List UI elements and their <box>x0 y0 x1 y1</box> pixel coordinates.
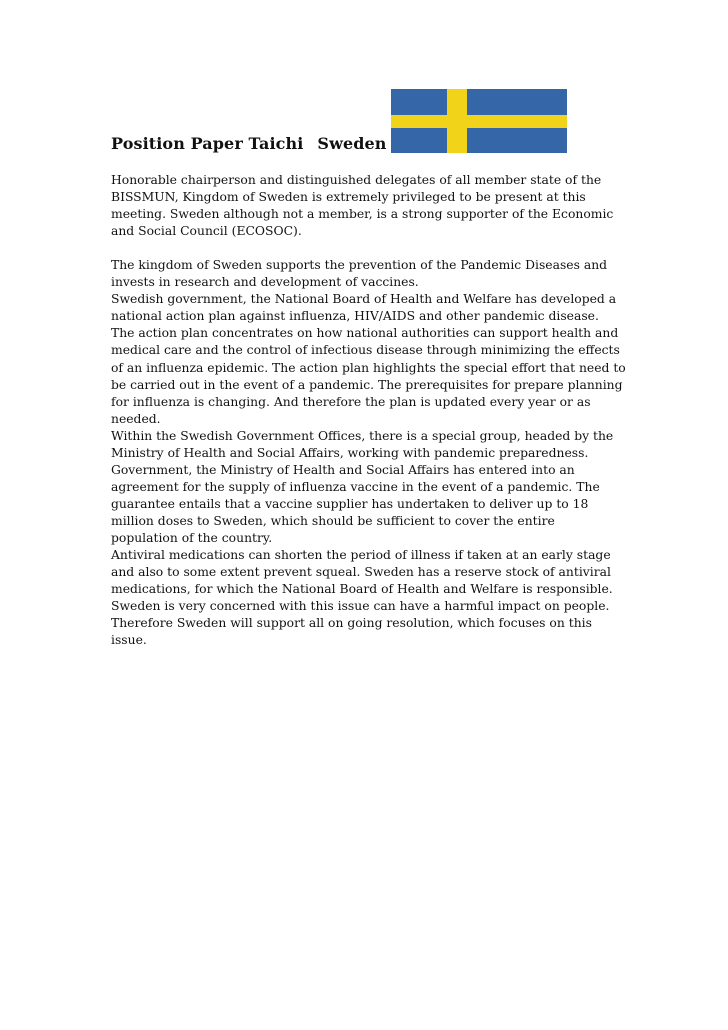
page-title <box>111 134 387 153</box>
text-line: and Social Council (ECOSOC). <box>111 224 302 239</box>
text-line: Honorable chairperson and distinguished delegates of all member state of the <box>111 173 602 187</box>
text-line: meeting. Sweden although not a member, is a strong supporter of the Economic <box>111 207 614 222</box>
text-line: national action plan against influenza, HIV/AIDS and other pandemic disease. <box>111 309 599 324</box>
paragraph-intro <box>111 172 631 240</box>
paragraph-main <box>111 257 631 649</box>
title-country: Sweden <box>317 134 387 153</box>
text-line: guarantee entails that a vaccine supplier has undertaken to deliver up to 18 <box>111 496 589 511</box>
text-line: The action plan concentrates on how national authorities can support health and <box>111 326 619 341</box>
text-line: Therefore Sweden will support all on going resolution, which focuses on this <box>111 616 592 631</box>
flag-cross-horizontal <box>391 115 567 128</box>
paragraph-spacer <box>111 240 631 257</box>
flag-graphic <box>391 89 567 153</box>
text-line: million doses to Sweden, which should be sufficient to cover the entire <box>111 513 555 528</box>
text-line: agreement for the supply of influenza vaccine in the event of a pandemic. The <box>111 479 600 494</box>
text-line: Ministry of Health and Social Affairs, working with pandemic preparedness. <box>111 445 589 460</box>
text-line: of an influenza epidemic. The action plan highlights the special effort that need to <box>111 360 626 375</box>
text-line: issue. <box>111 633 147 648</box>
text-line: medications, for which the National Board of Health and Welfare is responsible. <box>111 582 613 597</box>
text-line: invests in research and development of vaccines. <box>111 275 419 290</box>
text-line: Within the Swedish Government Offices, there is a special group, headed by the <box>111 428 614 443</box>
sweden-flag-image <box>391 89 567 153</box>
text-line: Swedish government, the National Board of Health and Welfare has developed a <box>111 292 617 307</box>
text-line: for influenza is changing. And therefore the plan is updated every year or as <box>111 394 591 409</box>
text-line: Government, the Ministry of Health and Social Affairs has entered into an <box>111 462 575 477</box>
text-line: BISSMUN, Kingdom of Sweden is extremely privileged to be present at this <box>111 190 586 205</box>
text-line: medical care and the control of infectious disease through minimizing the effects <box>111 343 620 358</box>
text-line: Sweden is very concerned with this issue can have a harmful impact on people. <box>111 599 610 614</box>
text-line: population of the country. <box>111 530 273 545</box>
title-text: Position Paper Taichi <box>111 134 304 153</box>
text-line: and also to some extent prevent squeal. Sweden has a reserve stock of antiviral <box>111 565 611 580</box>
text-line: needed. <box>111 411 161 426</box>
text-line: The kingdom of Sweden supports the prevention of the Pandemic Diseases and <box>111 258 608 273</box>
document-body <box>111 172 631 649</box>
text-line: be carried out in the event of a pandemic. The prerequisites for prepare planning <box>111 377 623 392</box>
text-line: Antiviral medications can shorten the period of illness if taken at an early stage <box>111 548 611 563</box>
